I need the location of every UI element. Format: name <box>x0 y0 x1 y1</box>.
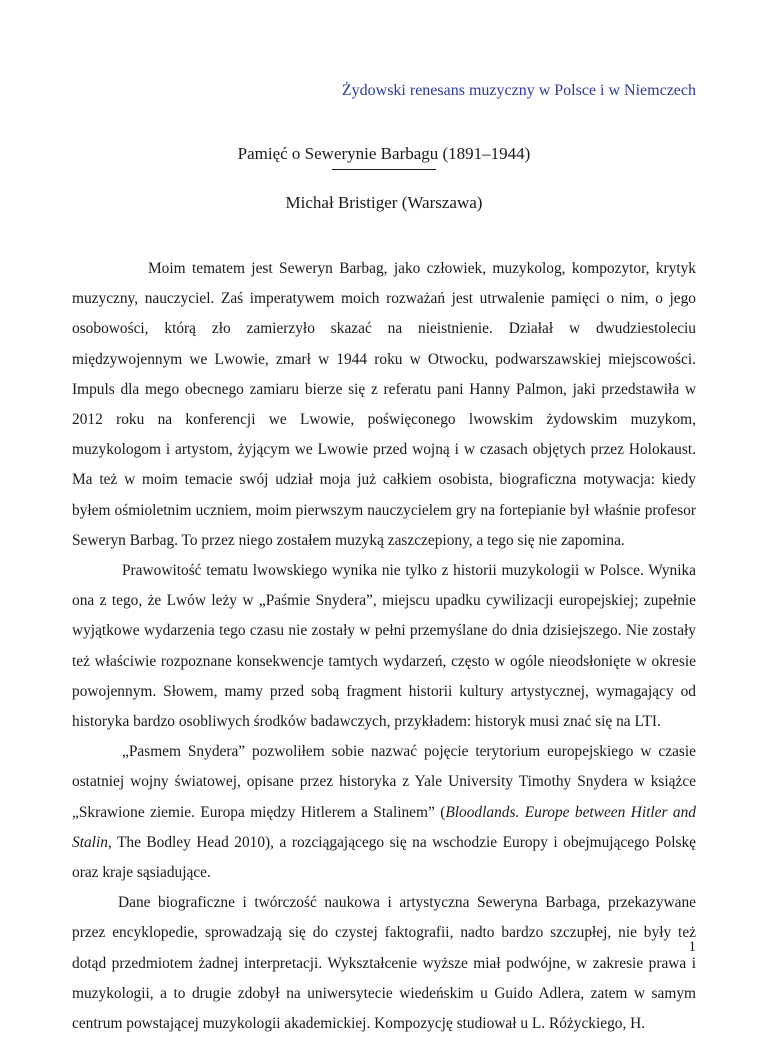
paragraph-2: Prawowitość tematu lwowskiego wynika nie tylko z historii muzykologii w Polsce. Wynika ona z tego, że Lwów leży w „Paśmie Snydera”, miejscu upadku cywilizacji europejskiej; zupełnie wyjątkowe wydarzenia tego czasu nie zostały w pełni przemyślane do dnia dzisiejszego. Nie zostały też właściwie rozpoznane konsekwencje tamtych wydarzeń, często w ogóle nieodsłonięte w okresie powojennym. Słowem, mamy przed sobą fragment historii kultury artystycznej, wymagający od historyka bardzo osobliwych środków badawczych, przykładem: historyk musi znać się na LTI. <box>72 562 696 731</box>
article-author: Michał Bristiger (Warszawa) <box>285 193 483 212</box>
running-header: Żydowski renesans muzyczny w Polsce i w Niemczech <box>341 82 696 99</box>
title-divider <box>332 169 436 170</box>
article-title: Pamięć o Sewerynie Barbagu (1891–1944) <box>237 144 531 163</box>
paragraph-3 <box>72 737 696 888</box>
article-body <box>72 254 696 1039</box>
book-title-italic: Bloodlands. Europe between Hitler and Stalin <box>72 803 696 851</box>
page-number: 1 <box>688 939 696 955</box>
paragraph-4: Dane biograficzne i twórczość naukowa i artystyczna Seweryna Barbaga, przekazywane przez encyklopedie, sprowadzają się do czystej faktografii, nadto bardzo szczupłej, nie były też dotąd przedmiotem żadnej interpretacji. Wykształcenie wyższe miał podwójne, w zakresie prawa i muzykologii, a to drugie zdobył na uniwersytecie wiedeńskim u Guido Adlera, zatem w samym centrum powstającej muzykologii akademickiej. Kompozycję studiował u L. Różyckiego, H. <box>72 894 696 1033</box>
paragraph-1: Moim tematem jest Seweryn Barbag, jako człowiek, muzykolog, kompozytor, krytyk muzyczny, nauczyciel. Zaś imperatywem moich rozważań jest utrwalenie pamięci o nim, o jego osobowości, którą zło zamierzyło skazać na nieistnienie. Działał w dwudziestoleciu międzywojennym we Lwowie, zmarł w 1944 roku w Otwocku, podwarszawskiej miejscowości. Impuls dla mego obecnego zamiaru bierze się z referatu pani Hanny Palmon, jaki przedstawiła w 2012 roku na konferencji we Lwowie, poświęconego lwowskim żydowskim muzykom, muzykologom i artystom, żyjącym we Lwowie przed wojną i w czasach objętych przez Holokaust. Ma też w moim temacie swój udział moja już całkiem osobista, biograficzna motywacja: kiedy byłem ośmioletnim uczniem, moim pierwszym nauczycielem gry na fortepianie był właśnie profesor Seweryn Barbag. To przez niego zostałem muzyką zaszczepiony, a tego się nie zapomina. <box>72 260 696 549</box>
paragraph-3-text-b: , The Bodley Head 2010), a rozciągającego się na wschodzie Europy i obejmującego Polskę oraz kraje sąsiadujące. <box>72 833 696 882</box>
paragraph-3-text-a: „Pasmem Snydera” pozwoliłem sobie nazwać pojęcie terytorium europejskiego w czasie ostatniej wojny światowej, opisane przez historyka z Yale University Timothy Snydera w książce „Skrawione ziemie. Europa między Hitlerem a Stalinem” ( <box>72 743 696 821</box>
